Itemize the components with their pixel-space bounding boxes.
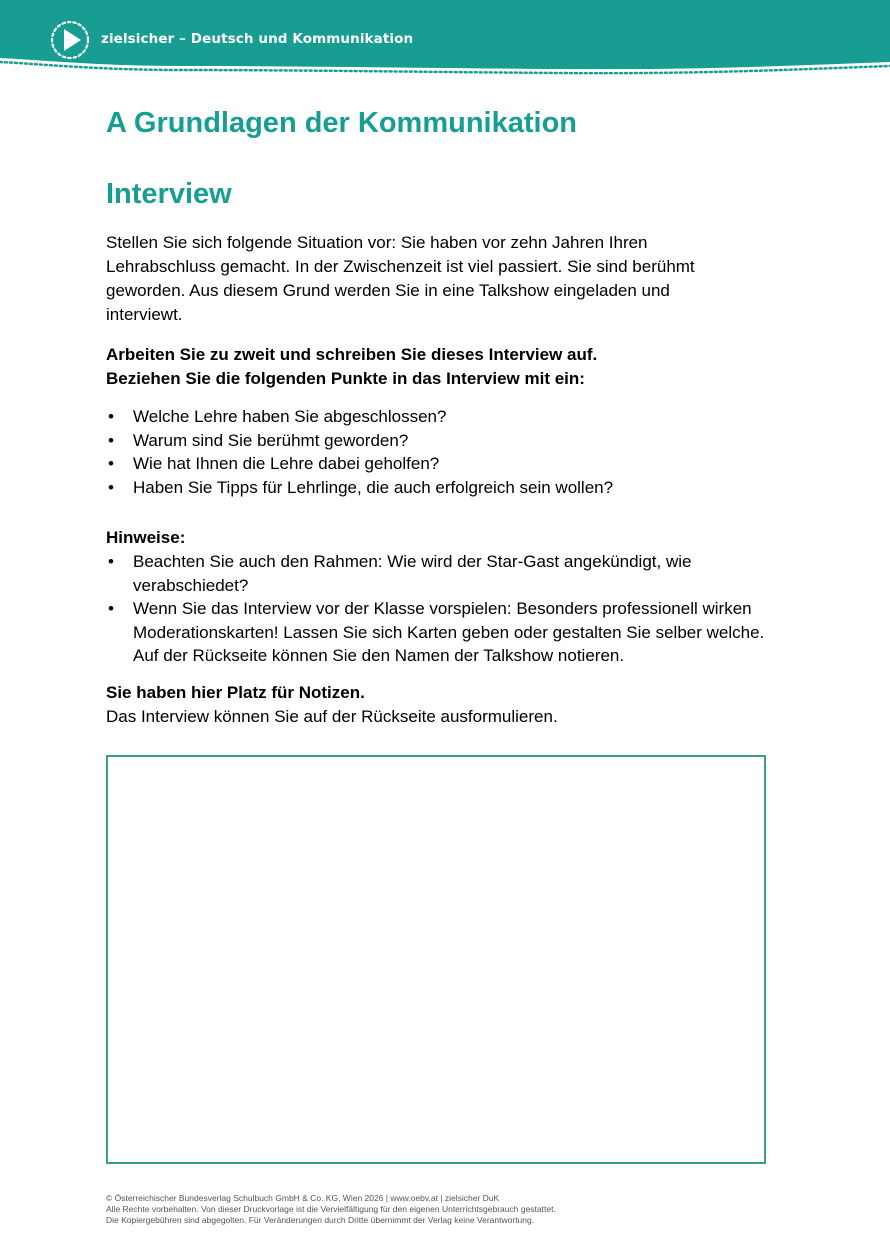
header-banner bbox=[0, 0, 890, 80]
list-item: • Beachten Sie auch den Rahmen: Wie wird der Star-Gast angekündigt, wie verabschiedet? bbox=[108, 552, 692, 595]
list-item: • Welche Lehre haben Sie abgeschlossen? bbox=[106, 405, 786, 429]
footer-line: Alle Rechte vorbehalten. Von dieser Druckvorlage ist die Vervielfältigung für den eigenen Unterrichtsgebrauch gestattet. bbox=[106, 1204, 556, 1214]
notes-heading: Sie haben hier Platz für Notizen. bbox=[106, 683, 365, 702]
brand-title: zielsicher – Deutsch und Kommunikation bbox=[101, 31, 414, 47]
notes-text: Das Interview können Sie auf der Rückseite ausformulieren. bbox=[106, 707, 558, 726]
bullet-icon: • bbox=[108, 407, 114, 426]
hints-heading: Hinweise: bbox=[106, 528, 186, 547]
footer-line: Die Kopiergebühren sind abgegolten. Für Veränderungen durch Dritte übernimmt der Verlag keine Verantwortung. bbox=[106, 1215, 535, 1225]
hints-list bbox=[106, 550, 786, 668]
bullet-icon: • bbox=[108, 552, 114, 571]
bullet-icon: • bbox=[108, 477, 114, 497]
task-line-1: Arbeiten Sie zu zweit und schreiben Sie dieses Interview auf. bbox=[106, 345, 598, 364]
bullet-icon: • bbox=[108, 454, 114, 473]
notes-area[interactable] bbox=[106, 755, 766, 1164]
section-title: Interview bbox=[106, 178, 232, 210]
list-item: • Haben Sie Tipps für Lehrlinge, die auch erfolgreich sein wollen? bbox=[106, 476, 786, 500]
copyright-footer bbox=[106, 1193, 556, 1226]
list-item: • Warum sind Sie berühmt geworden? bbox=[106, 429, 786, 453]
task-line-2: Beziehen Sie die folgenden Punkte in das Interview mit ein: bbox=[106, 369, 585, 388]
page-title: A Grundlagen der Kommunikation bbox=[106, 107, 578, 139]
list-item: • Wie hat Ihnen die Lehre dabei geholfen? bbox=[106, 452, 786, 476]
bullet-icon: • bbox=[108, 430, 114, 450]
play-icon bbox=[48, 18, 92, 62]
intro-paragraph: Stellen Sie sich folgende Situation vor: Sie haben vor zehn Jahren Ihren Lehrabschluss gemacht. In der Zwischenzeit ist viel passiert. Sie sind berühmt geworden. Aus diesem Grund werden Sie in eine Talkshow eingeladen und interviewt. bbox=[106, 233, 695, 324]
footer-line: © Österreichischer Bundesverlag Schulbuch GmbH & Co. KG, Wien 2026 | www.oebv.at | zielsicher DuK bbox=[106, 1193, 500, 1203]
bullet-icon: • bbox=[108, 599, 114, 618]
list-item: • Wenn Sie das Interview vor der Klasse vorspielen: Besonders professionell wirken Moderationskarten! Lassen Sie sich Karten geben oder gestalten Sie selber welche. Auf der Rückseite können Sie den Namen der Talkshow notieren. bbox=[108, 599, 765, 665]
question-list bbox=[106, 405, 786, 499]
